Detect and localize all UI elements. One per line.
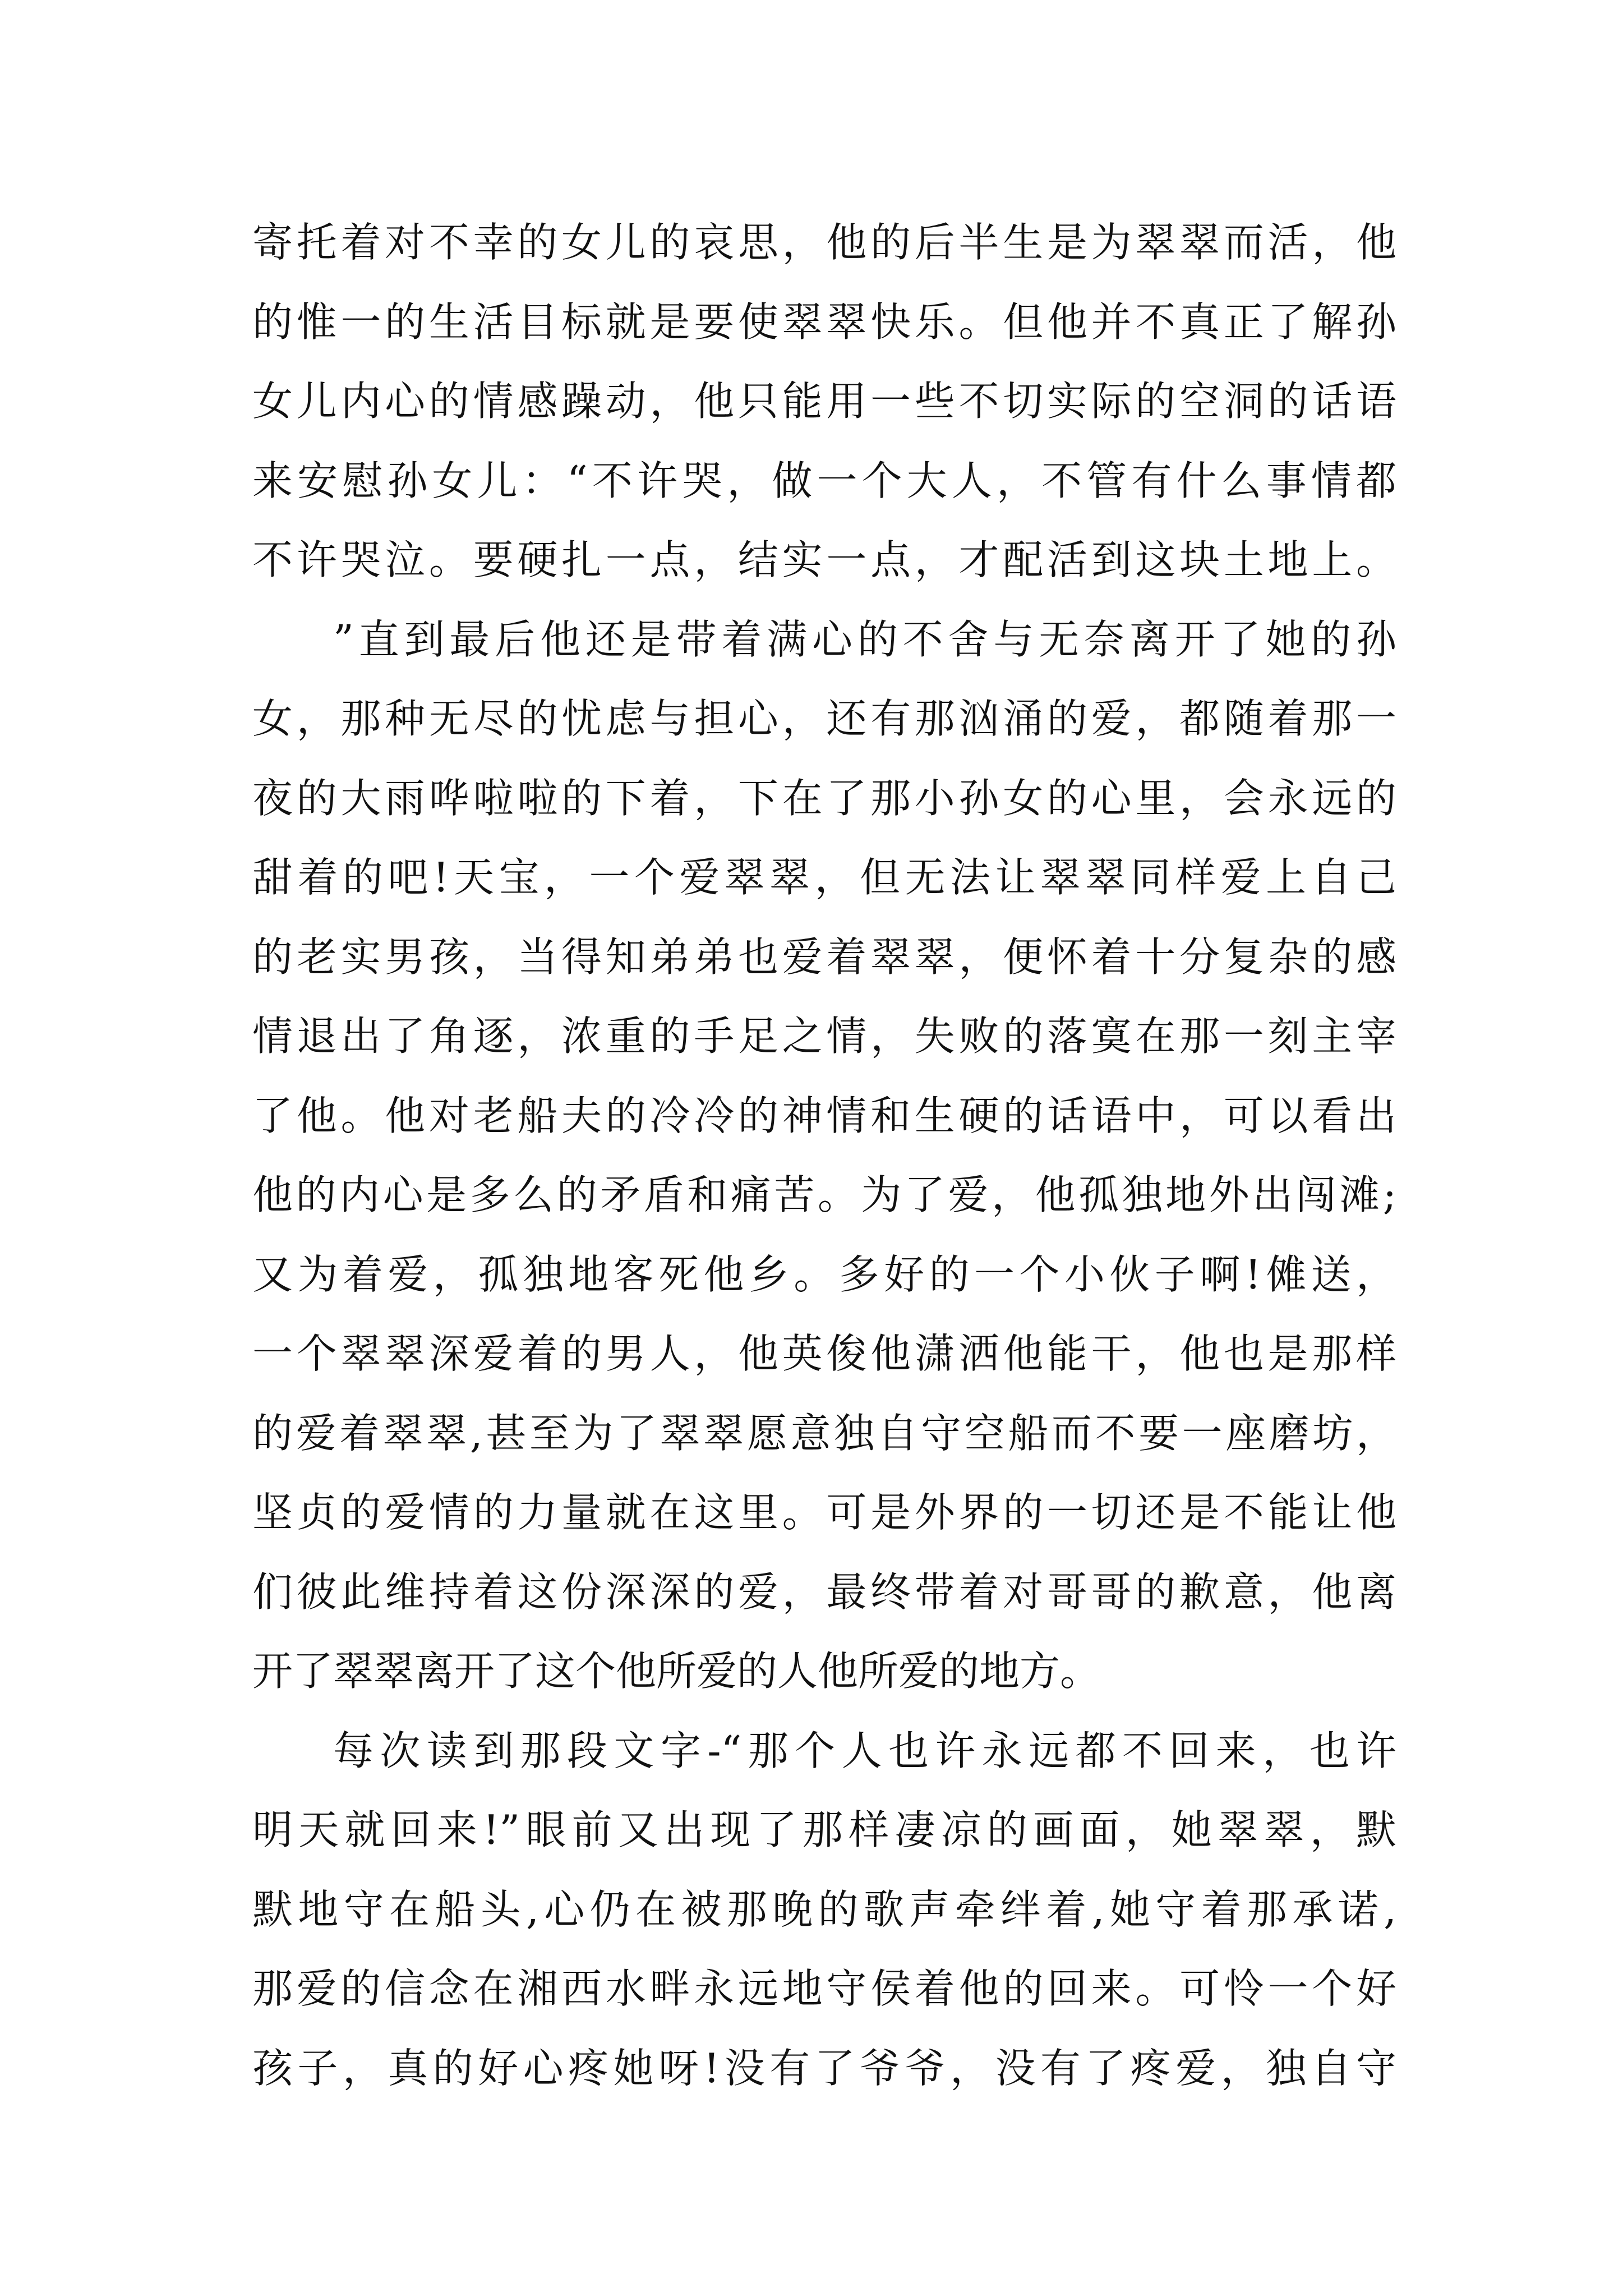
article-body (252, 203, 1396, 2108)
text-line: 又为着爱，孤独地客死他乡。多好的一个小伙子啊!傩送， (252, 1250, 1396, 1298)
paragraph (252, 600, 1396, 1711)
text-line: 那爱的信念在湘西水畔永远地守侯着他的回来。可怜一个好 (252, 1965, 1396, 2012)
text-line: 了他。他对老船夫的冷冷的神情和生硬的话语中，可以看出 (252, 1092, 1396, 1139)
text-line: 来安慰孙女儿：“不许哭，做一个大人，不管有什么事情都 (252, 457, 1396, 504)
text-line: 们彼此维持着这份深深的爱，最终带着对哥哥的歉意，他离 (252, 1568, 1396, 1616)
text-line: 每次读到那段文字-“那个人也许永远都不回来，也许 (333, 1727, 1396, 1774)
text-line: 孩子，真的好心疼她呀!没有了爷爷，没有了疼爱，独自守 (252, 2044, 1396, 2092)
text-line: 甜着的吧!天宝，一个爱翠翠，但无法让翠翠同样爱上自己 (252, 854, 1396, 901)
text-line: 女儿内心的情感躁动，他只能用一些不切实际的空洞的话语 (252, 378, 1396, 425)
text-line: 夜的大雨哗啦啦的下着，下在了那小孙女的心里，会永远的 (252, 774, 1396, 822)
text-line: 默地守在船头,心仍在被那晚的歌声牵绊着,她守着那承诺, (252, 1885, 1396, 1933)
text-line: 寄托着对不幸的女儿的哀思，他的后半生是为翠翠而活，他 (252, 219, 1396, 266)
text-line: 一个翠翠深爱着的男人，他英俊他潇洒他能干，他也是那样 (252, 1330, 1396, 1377)
text-line: 开了翠翠离开了这个他所爱的人他所爱的地方。 (252, 1648, 1101, 1695)
text-line: 情退出了角逐，浓重的手足之情，失败的落寞在那一刻主宰 (252, 1013, 1396, 1060)
text-line: ”直到最后他还是带着满心的不舍与无奈离开了她的孙 (333, 615, 1396, 663)
paragraph (252, 1711, 1396, 2109)
text-line: 的老实男孩，当得知弟弟也爱着翠翠，便怀着十分复杂的感 (252, 933, 1396, 981)
text-line: 坚贞的爱情的力量就在这里。可是外界的一切还是不能让他 (252, 1489, 1396, 1536)
text-line: 明天就回来!”眼前又出现了那样凄凉的画面，她翠翠，默 (252, 1806, 1396, 1853)
paragraph (252, 203, 1396, 600)
text-line: 的爱着翠翠,甚至为了翠翠愿意独自守空船而不要一座磨坊， (252, 1409, 1396, 1457)
text-line: 的惟一的生活目标就是要使翠翠快乐。但他并不真正了解孙 (252, 298, 1396, 346)
text-line: 不许哭泣。要硬扎一点，结实一点，才配活到这块土地上。 (252, 536, 1396, 583)
text-line: 他的内心是多么的矛盾和痛苦。为了爱，他孤独地外出闯滩; (252, 1171, 1396, 1218)
text-line: 女，那种无尽的忧虑与担心，还有那汹涌的爱，都随着那一 (252, 695, 1396, 742)
